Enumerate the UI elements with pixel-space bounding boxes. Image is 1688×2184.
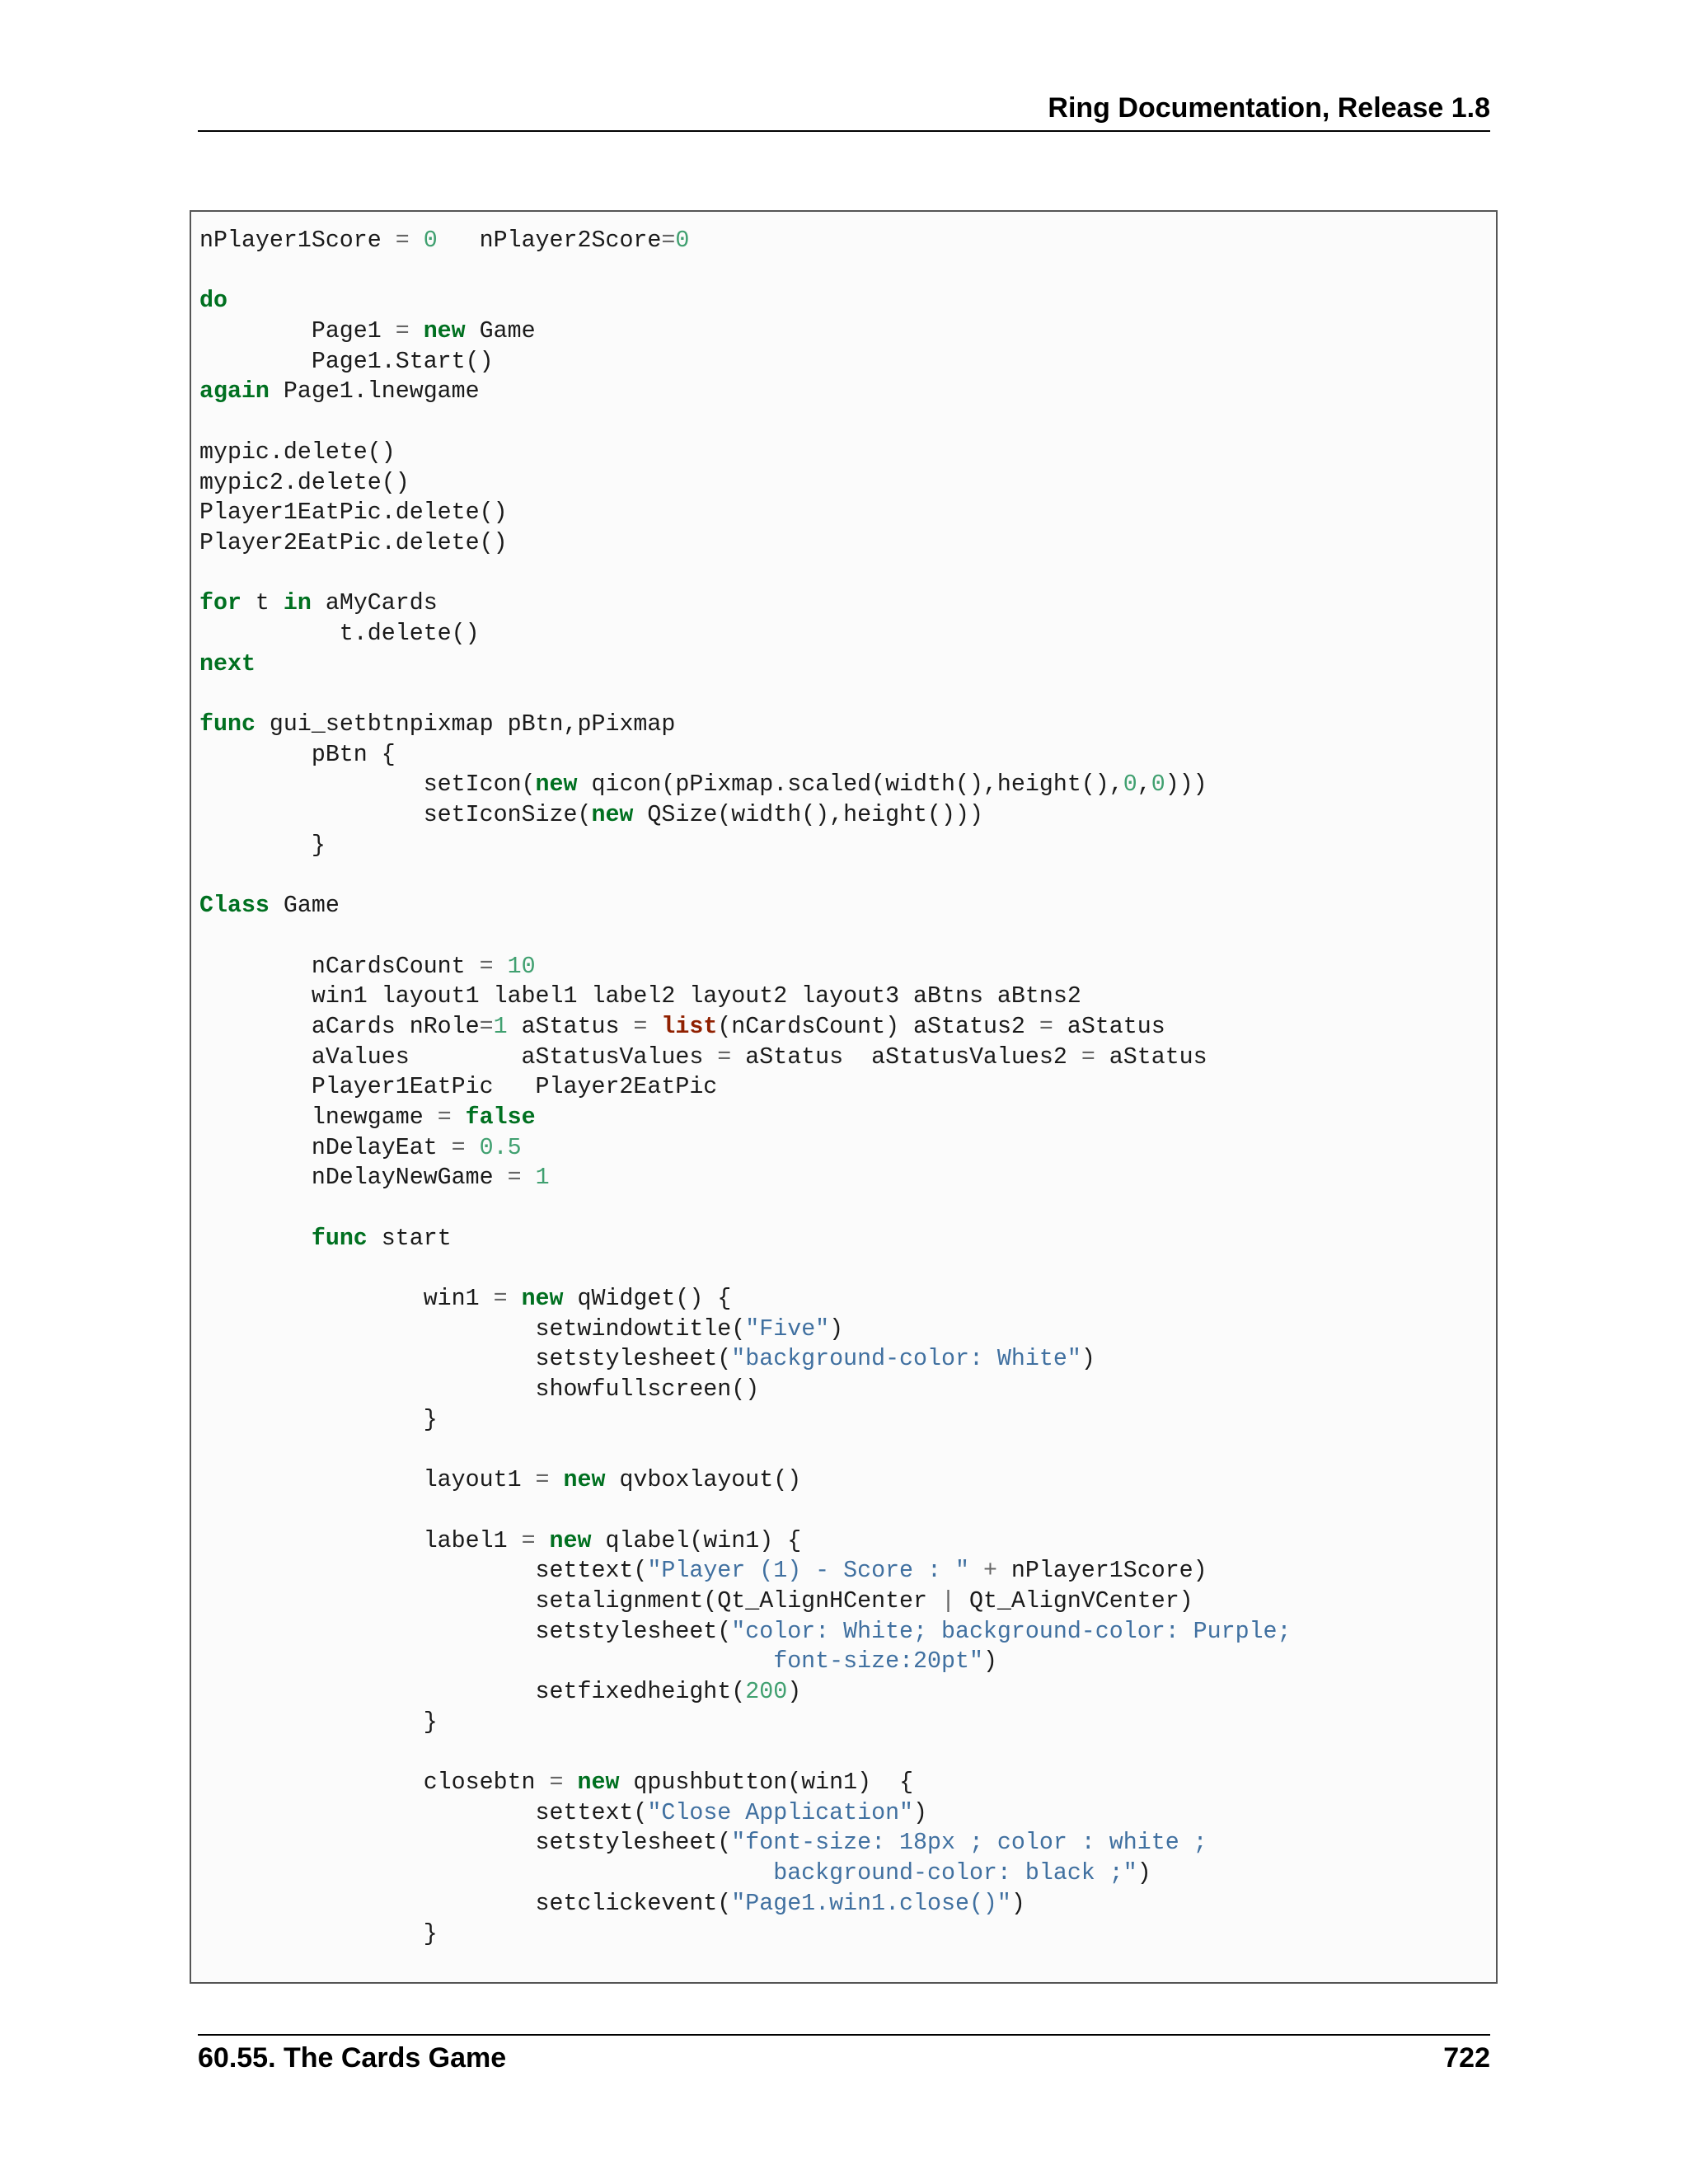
code-line bbox=[199, 286, 1292, 316]
code-token: closebtn bbox=[199, 1769, 550, 1797]
code-line bbox=[199, 740, 1292, 771]
code-token: Page1 bbox=[199, 318, 396, 345]
code-token: Class bbox=[199, 893, 270, 920]
code-token: setIcon( bbox=[199, 771, 536, 799]
code-token: next bbox=[199, 650, 256, 677]
code-token: qicon(pPixmap.scaled(width(),height(), bbox=[577, 771, 1123, 799]
page-header-title: Ring Documentation, Release 1.8 bbox=[1048, 92, 1490, 124]
code-line bbox=[199, 1163, 1292, 1193]
code-token bbox=[522, 1165, 536, 1191]
code-token: = bbox=[437, 1104, 452, 1131]
code-line bbox=[199, 952, 1292, 982]
code-token: setfixedheight( bbox=[199, 1679, 746, 1705]
code-token: func bbox=[311, 1225, 368, 1252]
code-token: = bbox=[1081, 1043, 1095, 1071]
code-line bbox=[199, 921, 1292, 952]
code-token: qvboxlayout() bbox=[605, 1467, 802, 1494]
code-token: setalignment(Qt_AlignHCenter bbox=[199, 1587, 941, 1615]
code-token: false bbox=[465, 1104, 536, 1131]
code-line bbox=[199, 407, 1292, 438]
code-token: aValues aStatusValues bbox=[199, 1043, 718, 1071]
code-line bbox=[199, 982, 1292, 1012]
code-token: win1 bbox=[199, 1286, 494, 1313]
code-token: background-color: black ;" bbox=[199, 1860, 1137, 1887]
code-token bbox=[647, 1014, 661, 1040]
code-block bbox=[190, 210, 1498, 1984]
code-token: = bbox=[451, 1134, 466, 1161]
code-token: = bbox=[493, 1286, 508, 1313]
code-line bbox=[199, 710, 1292, 740]
code-token: 1 bbox=[535, 1165, 550, 1192]
code-token: setclickevent( bbox=[199, 1890, 732, 1917]
code-token: showfullscreen() bbox=[199, 1376, 760, 1404]
code-token bbox=[452, 1104, 466, 1131]
footer-page-number: 722 bbox=[1443, 2042, 1490, 2074]
code-token: setstylesheet( bbox=[199, 1346, 732, 1373]
code-line bbox=[199, 1556, 1292, 1586]
code-line bbox=[199, 1737, 1292, 1768]
code-token: = bbox=[633, 1013, 648, 1040]
code-token: "background-color: White" bbox=[731, 1346, 1081, 1373]
code-token: 0 bbox=[1151, 771, 1165, 799]
code-token: aStatus bbox=[507, 1013, 634, 1040]
code-token: in bbox=[283, 590, 312, 617]
code-line bbox=[199, 316, 1292, 347]
code-token: again bbox=[199, 378, 270, 405]
code-token bbox=[536, 1528, 550, 1554]
code-token: = bbox=[395, 318, 410, 345]
code-line bbox=[199, 860, 1292, 891]
code-token: label1 bbox=[199, 1527, 522, 1554]
code-line bbox=[199, 256, 1292, 287]
code-line bbox=[199, 1072, 1292, 1103]
code-token bbox=[410, 227, 424, 254]
code-line bbox=[199, 831, 1292, 861]
code-line bbox=[199, 619, 1292, 649]
code-token: = bbox=[535, 1467, 550, 1494]
code-line bbox=[199, 1375, 1292, 1405]
code-token: setIconSize( bbox=[199, 802, 592, 829]
code-token: = bbox=[479, 953, 494, 980]
code-token: font-size:20pt" bbox=[199, 1648, 983, 1675]
code-token: 0 bbox=[1123, 771, 1137, 799]
code-token: Player1EatPic.delete() bbox=[199, 499, 508, 527]
code-token bbox=[494, 954, 508, 980]
code-token: mypic.delete() bbox=[199, 438, 396, 466]
code-token: "Player (1) - Score : " bbox=[647, 1558, 969, 1585]
code-token: } bbox=[199, 1920, 438, 1947]
code-token: = bbox=[507, 1165, 522, 1192]
code-token: 0 bbox=[675, 227, 690, 254]
code-token: "Five" bbox=[745, 1315, 830, 1343]
code-token: "Close Application" bbox=[647, 1799, 914, 1826]
code-token: nPlayer1Score bbox=[199, 227, 396, 254]
header-rule bbox=[198, 130, 1490, 132]
code-token: qpushbutton(win1) { bbox=[619, 1769, 914, 1797]
code-line bbox=[199, 1677, 1292, 1708]
code-line bbox=[199, 800, 1292, 831]
footer-section-title: 60.55. The Cards Game bbox=[198, 2042, 507, 2074]
code-token: = bbox=[395, 227, 410, 254]
code-token: settext( bbox=[199, 1558, 648, 1585]
code-line bbox=[199, 1586, 1292, 1617]
code-token: gui_setbtnpixmap pBtn,pPixmap bbox=[255, 711, 676, 738]
code-token bbox=[466, 1135, 480, 1161]
code-line bbox=[199, 1315, 1292, 1345]
code-line bbox=[199, 347, 1292, 377]
footer-rule bbox=[198, 2034, 1490, 2036]
code-token: layout1 bbox=[199, 1467, 536, 1494]
code-token: ) bbox=[982, 1648, 997, 1675]
code-token: "font-size: 18px ; color : white ; bbox=[731, 1830, 1207, 1857]
code-token: nPlayer1Score) bbox=[996, 1558, 1207, 1585]
code-line bbox=[199, 1012, 1292, 1043]
code-line bbox=[199, 1254, 1292, 1284]
code-line bbox=[199, 1496, 1292, 1526]
code-line bbox=[199, 1858, 1292, 1889]
code-line bbox=[199, 1405, 1292, 1436]
code-token bbox=[508, 1286, 522, 1312]
code-line bbox=[199, 498, 1292, 528]
code-token: Player2EatPic.delete() bbox=[199, 529, 508, 556]
code-line bbox=[199, 1133, 1292, 1164]
code-line bbox=[199, 226, 1292, 256]
code-token: lnewgame bbox=[199, 1104, 438, 1131]
code-line bbox=[199, 1828, 1292, 1858]
code-line bbox=[199, 559, 1292, 589]
code-line bbox=[199, 1344, 1292, 1375]
code-token: Game bbox=[269, 893, 340, 920]
code-line bbox=[199, 891, 1292, 921]
code-line bbox=[199, 1436, 1292, 1466]
code-token: "Page1.win1.close()" bbox=[731, 1890, 1011, 1917]
code-token: mypic2.delete() bbox=[199, 469, 410, 496]
code-token: Player1EatPic Player2EatPic bbox=[199, 1074, 718, 1101]
code-line bbox=[199, 1465, 1292, 1496]
code-line bbox=[199, 649, 1292, 680]
code-token: aCards nRole bbox=[199, 1013, 480, 1040]
code-token: aMyCards bbox=[311, 590, 438, 617]
code-token: } bbox=[199, 1708, 438, 1736]
code-token: ) bbox=[1010, 1890, 1025, 1917]
code-token: do bbox=[199, 288, 227, 315]
code-token: Page1.Start() bbox=[199, 348, 494, 375]
code-token: ))) bbox=[1165, 771, 1207, 799]
code-line bbox=[199, 1889, 1292, 1919]
code-token: } bbox=[199, 832, 326, 859]
code-token: aStatus bbox=[1095, 1043, 1207, 1071]
code-token: = bbox=[549, 1769, 564, 1797]
code-line bbox=[199, 1193, 1292, 1224]
code-token: aStatus bbox=[1053, 1013, 1165, 1040]
code-line bbox=[199, 679, 1292, 710]
code-token: new bbox=[591, 802, 634, 829]
code-token: 200 bbox=[745, 1679, 788, 1705]
code-line bbox=[199, 1043, 1292, 1073]
code-token bbox=[199, 1226, 312, 1252]
code-token: ) bbox=[1137, 1860, 1151, 1887]
code-token bbox=[564, 1769, 578, 1796]
code-token: (nCardsCount) aStatus2 bbox=[717, 1013, 1039, 1040]
code-token: new bbox=[563, 1467, 606, 1494]
code-token: = bbox=[479, 1013, 494, 1040]
code-token: + bbox=[982, 1558, 997, 1585]
code-token: QSize(width(),height())) bbox=[633, 802, 983, 829]
code-token: setwindowtitle( bbox=[199, 1315, 746, 1343]
code-line bbox=[199, 528, 1292, 559]
code-token: ) bbox=[829, 1315, 844, 1343]
code-token bbox=[550, 1467, 564, 1493]
code-token: pBtn { bbox=[199, 741, 396, 768]
code-line bbox=[199, 1103, 1292, 1133]
code-line bbox=[199, 1647, 1292, 1677]
code-token: ) bbox=[913, 1799, 928, 1826]
code-token: 10 bbox=[507, 953, 536, 980]
code-token: = bbox=[717, 1043, 732, 1071]
code-line bbox=[199, 438, 1292, 468]
code-listing bbox=[199, 226, 1292, 1949]
code-token: "color: White; background-color: Purple; bbox=[731, 1618, 1292, 1645]
code-token bbox=[969, 1558, 983, 1584]
code-token: setstylesheet( bbox=[199, 1618, 732, 1645]
code-line bbox=[199, 1617, 1292, 1647]
code-token: new bbox=[521, 1286, 564, 1313]
code-token: t bbox=[241, 590, 284, 617]
code-token: aStatus aStatusValues2 bbox=[731, 1043, 1081, 1071]
code-token: new bbox=[535, 771, 578, 799]
code-token: | bbox=[941, 1587, 955, 1615]
code-token: nDelayNewGame bbox=[199, 1165, 508, 1192]
code-token: 0 bbox=[423, 227, 438, 254]
code-line bbox=[199, 588, 1292, 619]
code-line bbox=[199, 1224, 1292, 1254]
code-line bbox=[199, 1284, 1292, 1315]
code-token: , bbox=[1137, 771, 1151, 799]
code-line bbox=[199, 1708, 1292, 1738]
code-line bbox=[199, 377, 1292, 407]
code-token: new bbox=[549, 1527, 592, 1554]
code-line bbox=[199, 1526, 1292, 1557]
code-token: = bbox=[1039, 1013, 1053, 1040]
code-token: t.delete() bbox=[199, 620, 480, 647]
code-token: for bbox=[199, 590, 241, 617]
code-token: nDelayEat bbox=[199, 1134, 452, 1161]
code-token: = bbox=[521, 1527, 536, 1554]
code-token bbox=[410, 318, 424, 344]
code-token: Game bbox=[465, 318, 536, 345]
code-token: } bbox=[199, 1406, 438, 1433]
code-token: win1 layout1 label1 label2 layout2 layout3 aBtns aBtns2 bbox=[199, 983, 1081, 1010]
code-token: nPlayer2Score bbox=[437, 227, 662, 254]
code-token: Qt_AlignVCenter) bbox=[954, 1587, 1193, 1615]
code-token: 0.5 bbox=[479, 1134, 522, 1161]
code-token: func bbox=[199, 711, 256, 738]
code-token: ) bbox=[787, 1679, 802, 1705]
code-line bbox=[199, 1768, 1292, 1798]
code-token: qWidget() { bbox=[563, 1286, 732, 1313]
code-line bbox=[199, 770, 1292, 800]
code-token: settext( bbox=[199, 1799, 648, 1826]
code-token: nCardsCount bbox=[199, 953, 480, 980]
code-token: qlabel(win1) { bbox=[591, 1527, 802, 1554]
code-line bbox=[199, 1919, 1292, 1950]
code-token: setstylesheet( bbox=[199, 1830, 732, 1857]
code-line bbox=[199, 1798, 1292, 1829]
code-token: new bbox=[423, 318, 466, 345]
code-token: new bbox=[577, 1769, 620, 1797]
code-token: list bbox=[661, 1013, 718, 1040]
code-line bbox=[199, 468, 1292, 499]
code-token: = bbox=[661, 227, 676, 254]
code-token: Page1.lnewgame bbox=[269, 378, 480, 405]
code-token: ) bbox=[1081, 1346, 1095, 1373]
code-token: 1 bbox=[493, 1013, 508, 1040]
code-token: start bbox=[367, 1225, 452, 1252]
